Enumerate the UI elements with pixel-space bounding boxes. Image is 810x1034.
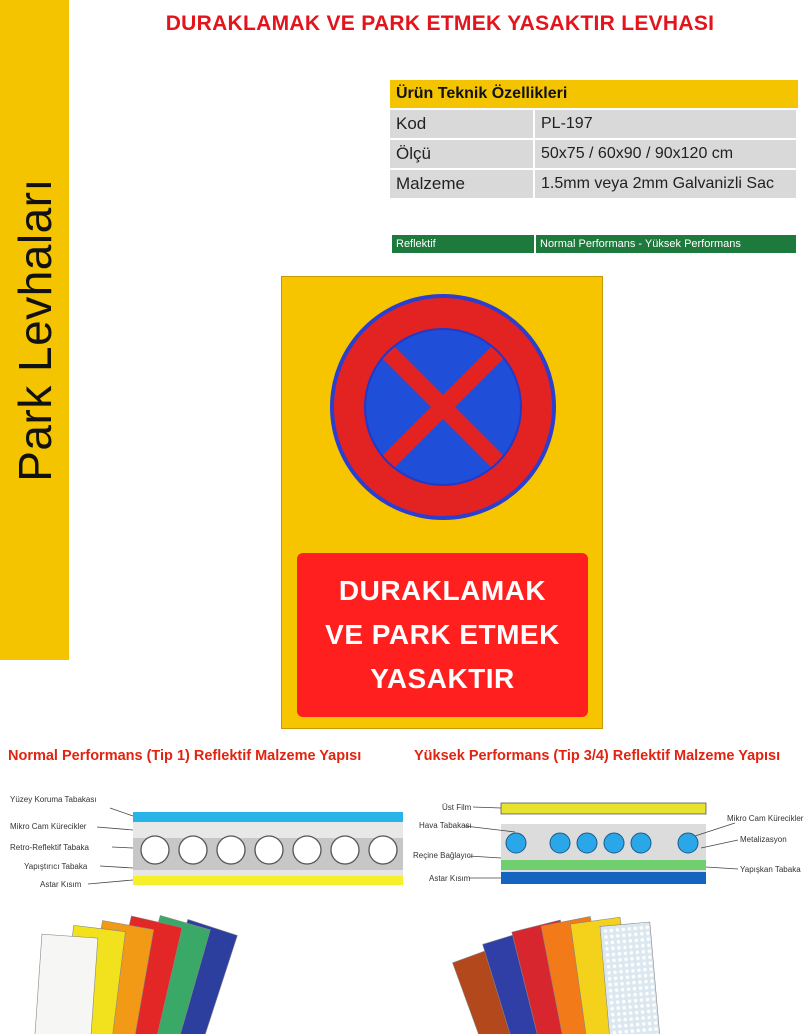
layer-label: Metalizasyon [740, 835, 787, 844]
reflective-row [392, 235, 796, 253]
layer-label: Mikro Cam Kürecikler [727, 814, 804, 823]
spec-row-size [390, 140, 798, 168]
reflective-value: Normal Performans - Yüksek Performans [536, 235, 796, 253]
layer-label: Yüzey Koruma Tabakası [10, 795, 97, 804]
layer-label: Mikro Cam Kürecikler [10, 822, 87, 831]
liner-layer [133, 876, 403, 885]
high-performance-title: Yüksek Performans (Tip 3/4) Reflektif Malzeme Yapısı [414, 748, 781, 764]
adhesive-layer [501, 860, 706, 870]
layer-label: Üst Film [442, 803, 472, 812]
layer-label: Retro-Reflektif Tabaka [10, 843, 89, 852]
layer-label: Yapışkan Tabaka [740, 865, 801, 874]
liner-layer [501, 872, 706, 884]
normal-material-swatches [15, 908, 255, 1034]
sign-text: DURAKLAMAK VE PARK ETMEK YASAKTIR [325, 575, 560, 694]
spec-key: Ölçü [390, 140, 535, 168]
normal-performance-title: Normal Performans (Tip 1) Reflektif Malzeme Yapısı [8, 748, 362, 764]
spec-key: Malzeme [390, 170, 535, 198]
high-layer-diagram [405, 790, 810, 890]
spec-row-material [390, 170, 798, 198]
page-title: DURAKLAMAK VE PARK ETMEK YASAKTIR LEVHASI [165, 12, 715, 35]
high-material-swatches [440, 908, 670, 1034]
side-category-label: Park Levhaları [9, 178, 61, 482]
spec-value: 50x75 / 60x90 / 90x120 cm [535, 140, 798, 168]
spec-header-row [390, 80, 798, 108]
normal-layer-diagram [0, 790, 405, 890]
spec-value: PL-197 [535, 110, 798, 138]
layer-label: Astar Kısım [40, 880, 82, 889]
spec-header: Ürün Teknik Özellikleri [390, 80, 798, 108]
reflective-table [390, 235, 798, 253]
surface-layer [133, 812, 403, 822]
layer-label: Hava Tabakası [419, 821, 472, 830]
sign-text-panel [297, 553, 588, 717]
layer-label: Reçine Bağlayıcı [413, 851, 474, 860]
top-film-layer [501, 803, 706, 814]
no-stopping-sign-image [281, 276, 603, 729]
layer-label: Yapıştırıcı Tabaka [24, 862, 88, 871]
side-category-bar [0, 0, 69, 660]
layer-label: Astar Kısım [429, 874, 471, 883]
spec-row-code [390, 110, 798, 138]
reflective-key: Reflektif [392, 235, 534, 253]
spec-table [390, 78, 798, 200]
spec-key: Kod [390, 110, 535, 138]
spec-value: 1.5mm veya 2mm Galvanizli Sac [535, 170, 798, 198]
